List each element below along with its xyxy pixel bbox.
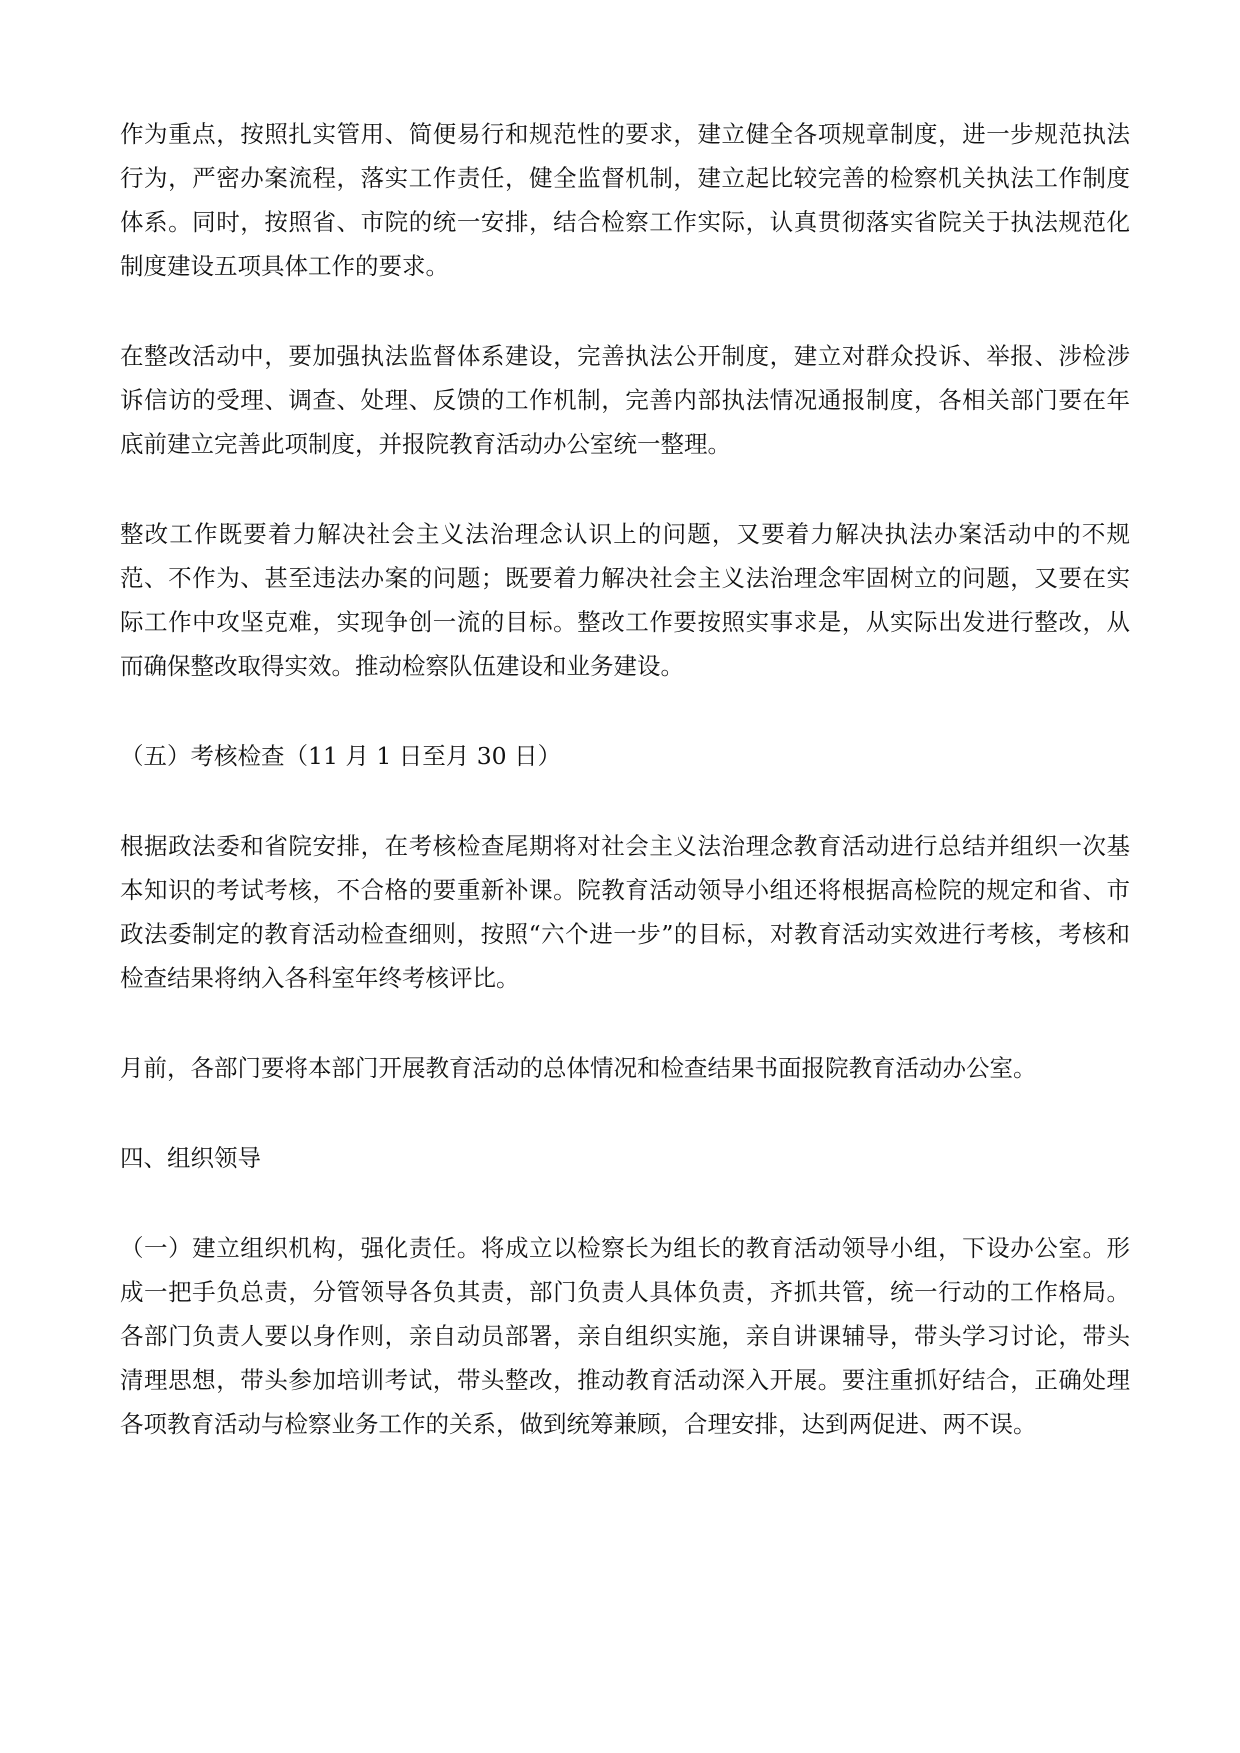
paragraph-institution-building: 作为重点，按照扎实管用、简便易行和规范性的要求，建立健全各项规章制度，进一步规范执法行为，严密办案流程，落实工作责任，健全监督机制，建立起比较完善的检察机关执法工作制度体系。同时，按照省、市院的统一安排，结合检察工作实际，认真贯彻落实省院关于执法规范化制度建设五项具体工作的要求。 [120, 120, 1130, 280]
paragraph-organization-structure: （一）建立组织机构，强化责任。将成立以检察长为组长的教育活动领导小组，下设办公室。形成一把手负总责，分管领导各负其责，部门负责人具体负责，齐抓共管，统一行动的工作格局。各部门负责人要以身作则，亲自动员部署，亲自组织实施，亲自讲课辅导，带头学习讨论，带头清理思想，带头参加培训考试，带头整改，推动教育活动深入开展。要注重抓好结合，正确处理各项教育活动与检察业务工作的关系，做到统筹兼顾，合理安排，达到两促进、两不误。 [120, 1234, 1130, 1438]
paragraph-assessment-details: 根据政法委和省院安排，在考核检查尾期将对社会主义法治理念教育活动进行总结并组织一次基本知识的考试考核，不合格的要重新补课。院教育活动领导小组还将根据高检院的规定和省、市政法委制定的教育活动检查细则，按照“六个进一步”的目标，对教育活动实效进行考核，考核和检查结果将纳入各科室年终考核评比。 [120, 832, 1130, 992]
section-heading-assessment: （五）考核检查（11 月 1 日至月 30 日） [120, 742, 562, 770]
paragraph-rectification-work: 整改工作既要着力解决社会主义法治理念认识上的问题，又要着力解决执法办案活动中的不规范、不作为、甚至违法办案的问题；既要着力解决社会主义法治理念牢固树立的问题，又要在实际工作中攻坚克难，实现争创一流的目标。整改工作要按照实事求是，从实际出发进行整改，从而确保整改取得实效。推动检察队伍建设和业务建设。 [120, 520, 1130, 680]
document-page [120, 112, 1130, 1492]
section-heading-organization: 四、组织领导 [120, 1144, 261, 1172]
paragraph-supervision-system: 在整改活动中，要加强执法监督体系建设，完善执法公开制度，建立对群众投诉、举报、涉检涉诉信访的受理、调查、处理、反馈的工作机制，完善内部执法情况通报制度，各相关部门要在年底前建立完善此项制度，并报院教育活动办公室统一整理。 [120, 342, 1130, 458]
paragraph-report-deadline: 月前，各部门要将本部门开展教育活动的总体情况和检查结果书面报院教育活动办公室。 [120, 1054, 1037, 1082]
